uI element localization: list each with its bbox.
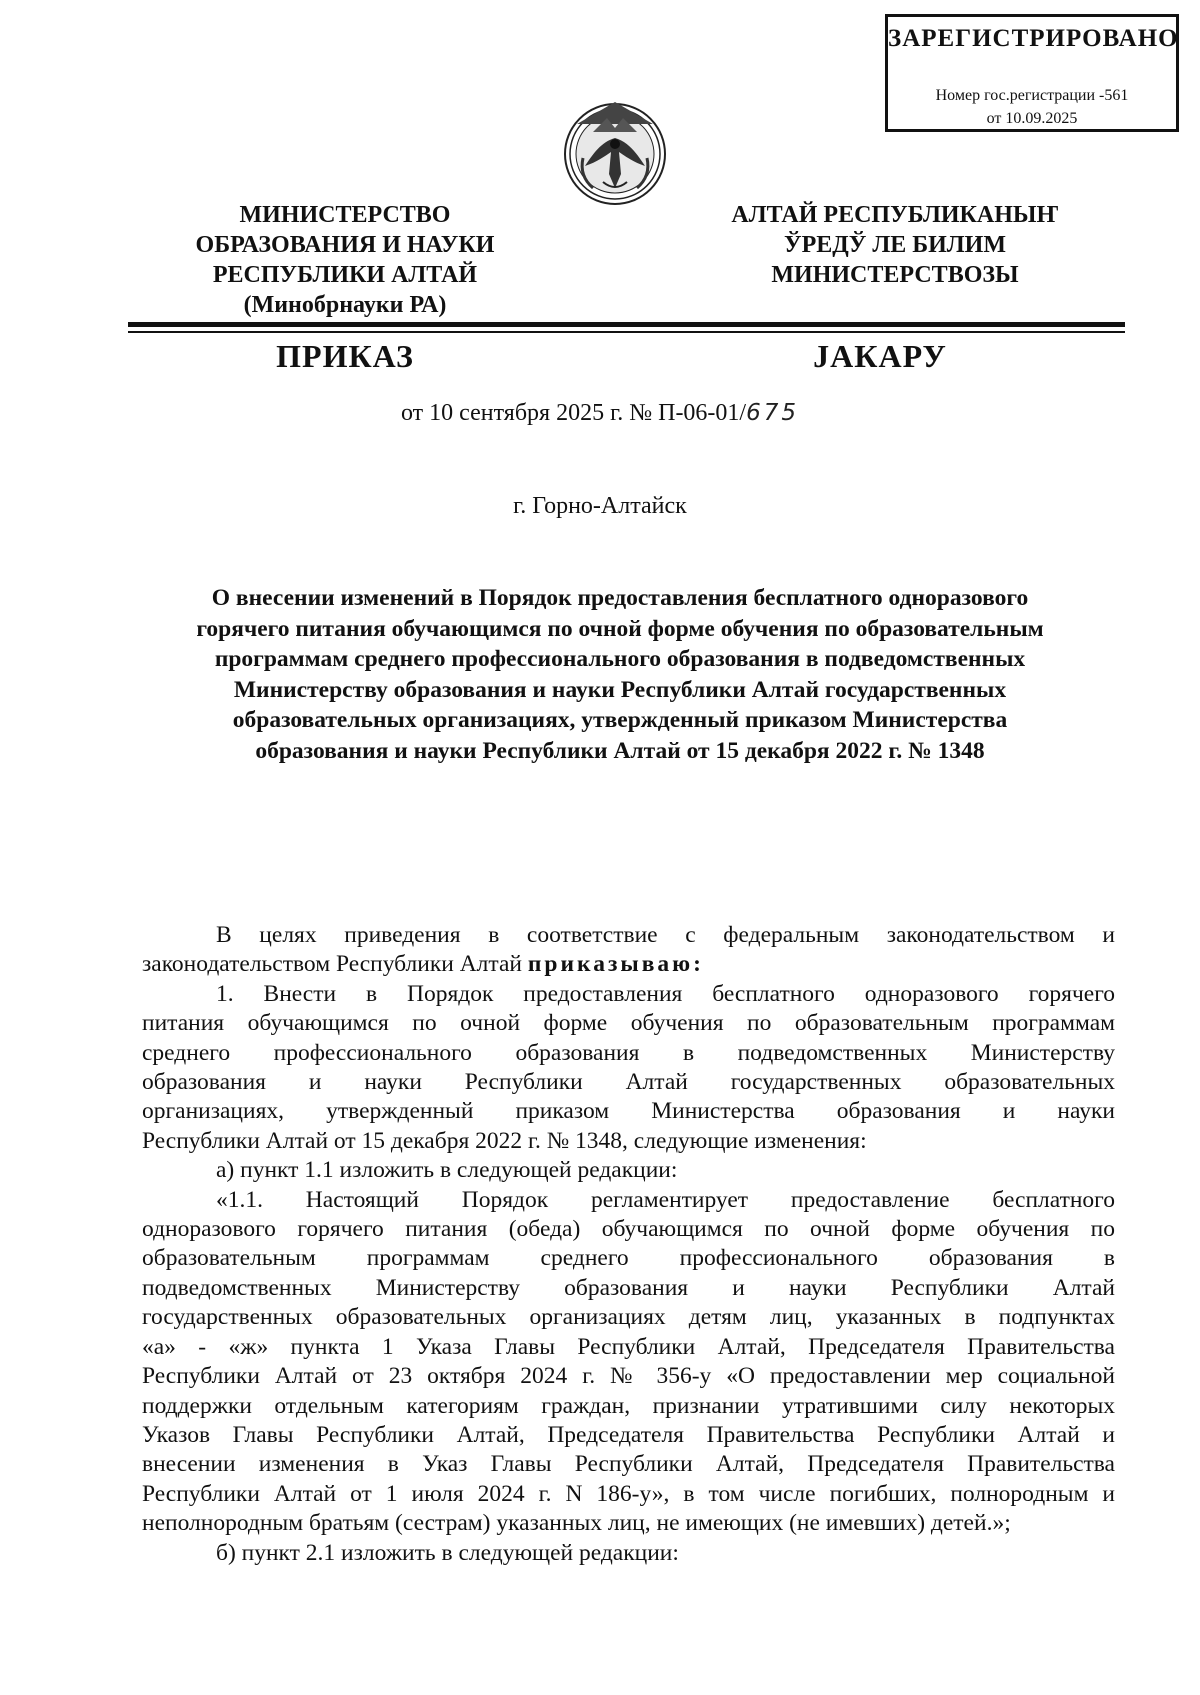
title-line: О внесении изменений в Порядок предоставления бесплатного одноразового <box>211 585 1029 611</box>
sub-item-a: а) пункт 1.1 изложить в следующей редакции: <box>216 1157 678 1184</box>
body-line: поддержки отдельным категориям граждан, признании утратившими силу некоторых <box>142 1392 1115 1419</box>
body-line: среднего профессионального образования в подведомственных Министерству <box>142 1039 1115 1066</box>
sub-item-b: б) пункт 2.1 изложить в следующей редакции: <box>216 1539 679 1566</box>
body-line: В целях приведения в соответствие с федеральным законодательством и <box>216 922 1115 948</box>
coat-of-arms-icon <box>563 96 668 207</box>
doc-type-altai: ЈАКАРУ <box>813 338 947 374</box>
ministry-line: МИНИСТЕРСТВО <box>239 202 451 228</box>
handwritten-order-number: 675 <box>746 400 799 426</box>
body-line: подведомственных Министерству образования и науки Республики Алтай <box>142 1274 1115 1301</box>
city: г. Горно-Алтайск <box>513 493 687 519</box>
ministry-name-altai <box>695 200 1095 290</box>
document-body <box>142 921 1115 1568</box>
ministry-line: МИНИСТЕРСТВОЗЫ <box>771 262 1019 288</box>
body-line: Республики Алтай от 1 июля 2024 г. N 186-у», в том числе погибших, полнородным и <box>142 1480 1115 1507</box>
body-line: одноразового горячего питания (обеда) обучающимся по очной форме обучения по <box>142 1216 1115 1243</box>
stamp-title: ЗАРЕГИСТРИРОВАНО <box>888 25 1179 52</box>
body-line: неполнородным братьям (сестрам) указанных лиц, не имеющих (не имевших) детей.»; <box>142 1510 1011 1537</box>
ministry-line: ОБРАЗОВАНИЯ И НАУКИ <box>195 232 495 258</box>
ministry-line: ЎРЕДЎ ЛЕ БИЛИМ <box>783 232 1007 258</box>
intro-text: законодательством Республики Алтай <box>142 951 528 978</box>
body-line <box>142 950 1115 979</box>
doc-type-russian: ПРИКАЗ <box>276 338 414 374</box>
stamp-reg-number: Номер гос.регистрации -561 <box>935 87 1129 104</box>
title-line: Министерству образования и науки Республики Алтай государственных <box>233 676 1007 703</box>
title-line: образования и науки Республики Алтай от 15 декабря 2022 г. № 1348 <box>255 737 985 764</box>
title-line: образовательных организациях, утвержденный приказом Министерства <box>232 707 1008 733</box>
header-divider <box>128 322 1125 327</box>
body-line: Указов Главы Республики Алтай, Председателя Правительства Республики Алтай и <box>142 1421 1115 1448</box>
order-date-prefix: от 10 сентября 2025 г. № П-06-01/ <box>401 400 747 426</box>
ministry-line: АЛТАЙ РЕСПУБЛИКАНЫҤ <box>731 202 1059 228</box>
registration-stamp <box>885 14 1179 132</box>
body-line: Республики Алтай от 15 декабря 2022 г. № 1348, следующие изменения: <box>142 1127 867 1154</box>
body-line: организациях, утвержденный приказом Министерства образования и науки <box>142 1098 1115 1125</box>
body-line: Республики Алтай от 23 октября 2024 г. № 356-у «О предоставлении мер социальной <box>142 1363 1115 1390</box>
ministry-short-name: (Минобрнауки РА) <box>243 292 447 318</box>
body-line: образования и науки Республики Алтай государственных образовательных <box>142 1069 1115 1096</box>
body-line: питания обучающимся по очной форме обучения по образовательным программам <box>142 1010 1115 1037</box>
order-number-line <box>0 400 1200 427</box>
body-line: государственных образовательных организациях детям лиц, указанных в подпунктах <box>142 1304 1115 1331</box>
body-line: «а» - «ж» пункта 1 Указа Главы Республики Алтай, Председателя Правительства <box>142 1333 1115 1360</box>
body-line: «1.1. Настоящий Порядок регламентирует предоставление бесплатного <box>216 1186 1115 1213</box>
header-divider-thin <box>128 331 1125 333</box>
title-line: программам среднего профессионального образования в подведомственных <box>214 646 1026 672</box>
ministry-name-russian <box>150 200 540 320</box>
ministry-line: РЕСПУБЛИКИ АЛТАЙ <box>212 262 478 288</box>
title-line: горячего питания обучающимся по очной форме обучения по образовательным <box>196 615 1044 642</box>
stamp-reg-date: от 10.09.2025 <box>986 110 1078 127</box>
body-line: 1. Внести в Порядок предоставления бесплатного одноразового горячего <box>216 980 1115 1007</box>
document-title <box>140 583 1100 766</box>
body-line: образовательным программам среднего профессионального образования в <box>142 1245 1115 1272</box>
order-verb: приказываю: <box>527 951 704 978</box>
body-line: внесении изменения в Указ Главы Республики Алтай, Председателя Правительства <box>142 1451 1115 1478</box>
